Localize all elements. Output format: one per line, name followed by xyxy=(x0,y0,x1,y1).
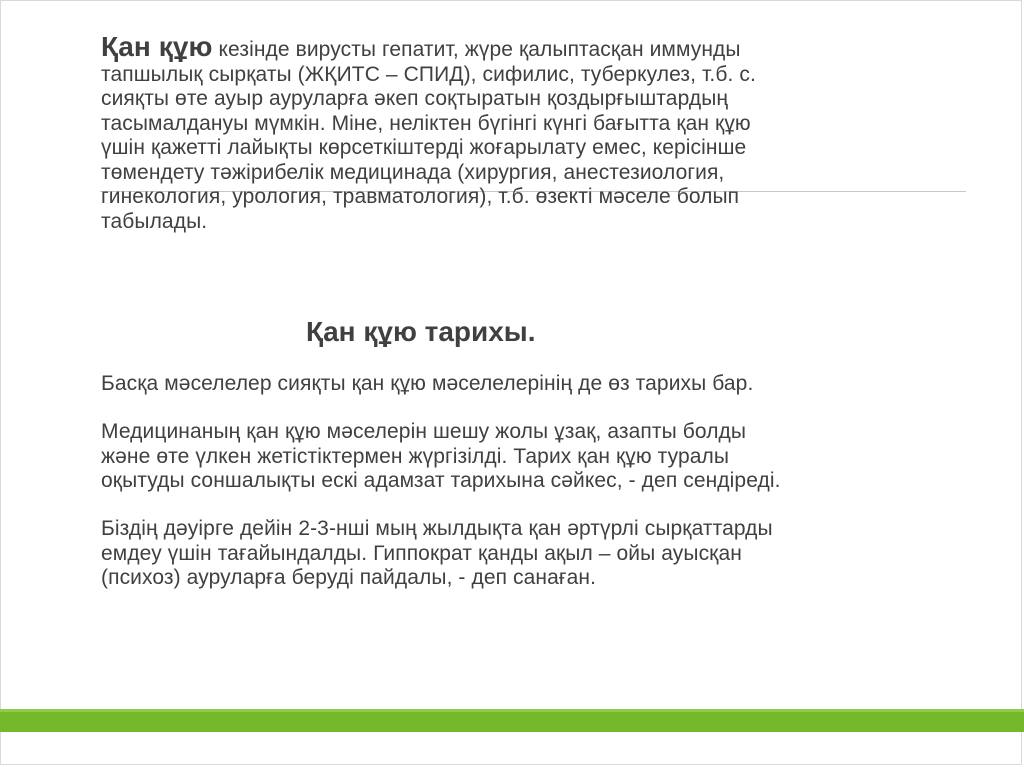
paragraph-medicine-path xyxy=(101,420,901,494)
paragraph-line: (психоз) ауруларға беруді пайдалы, - деп санаған. xyxy=(101,566,597,589)
intro-paragraph xyxy=(101,31,901,234)
intro-line: табылады. xyxy=(101,209,208,233)
paragraph-line: оқытуды соншалықты ескі адамзат тарихына сәйкес, - деп сендіреді. xyxy=(101,469,781,492)
paragraph-history-intro xyxy=(101,372,901,397)
bottom-accent-bar-highlight xyxy=(0,709,1024,712)
lead-phrase: Қан құю xyxy=(101,31,213,62)
intro-line: сияқты өте ауыр ауруларға әкеп соқтыратын қоздырғыштардың xyxy=(101,87,729,110)
paragraph-line: және өте үлкен жетістіктермен жүргізілді. Тарих қан құю туралы xyxy=(101,444,730,468)
intro-line: тасымалдануы мүмкін. Міне, неліктен бүгінгі күнгі бағытта қан құю xyxy=(101,111,751,135)
paragraph-line: Біздің дәуірге дейін 2-3-нші мың жылдықта қан әртүрлі сырқаттарды xyxy=(101,517,773,540)
bottom-accent-bar xyxy=(0,709,1024,732)
paragraph-ancient-history xyxy=(101,517,901,591)
intro-line: үшін қажетті лайықты көрсеткіштерді жоғарылату емес, керісінше xyxy=(101,136,747,159)
paragraph-line: Басқа мәселелер сияқты қан құю мәселелерінің де өз тарихы бар. xyxy=(101,372,754,395)
intro-line: кезінде вирусты гепатит, жүре қалыптасқан иммунды xyxy=(218,38,741,61)
section-heading: Қан құю тарихы. xyxy=(306,316,536,347)
intro-line: тапшылық сырқаты (ЖҚИТС – СПИД), сифилис, туберкулез, т.б. с. xyxy=(101,62,756,86)
paragraph-line: Медицинаның қан құю мәселерін шешу жолы ұзақ, азапты болды xyxy=(101,420,747,443)
paragraph-line: емдеу үшін тағайындалды. Гиппократ қанды ақыл – ойы ауысқан xyxy=(101,541,742,565)
intro-line: гинекология, урология, травматология), т.б. өзекті мәселе болып xyxy=(101,185,740,208)
intro-line: төмендету тәжірибелік медицинада (хирургия, анестезиология, xyxy=(101,160,725,184)
